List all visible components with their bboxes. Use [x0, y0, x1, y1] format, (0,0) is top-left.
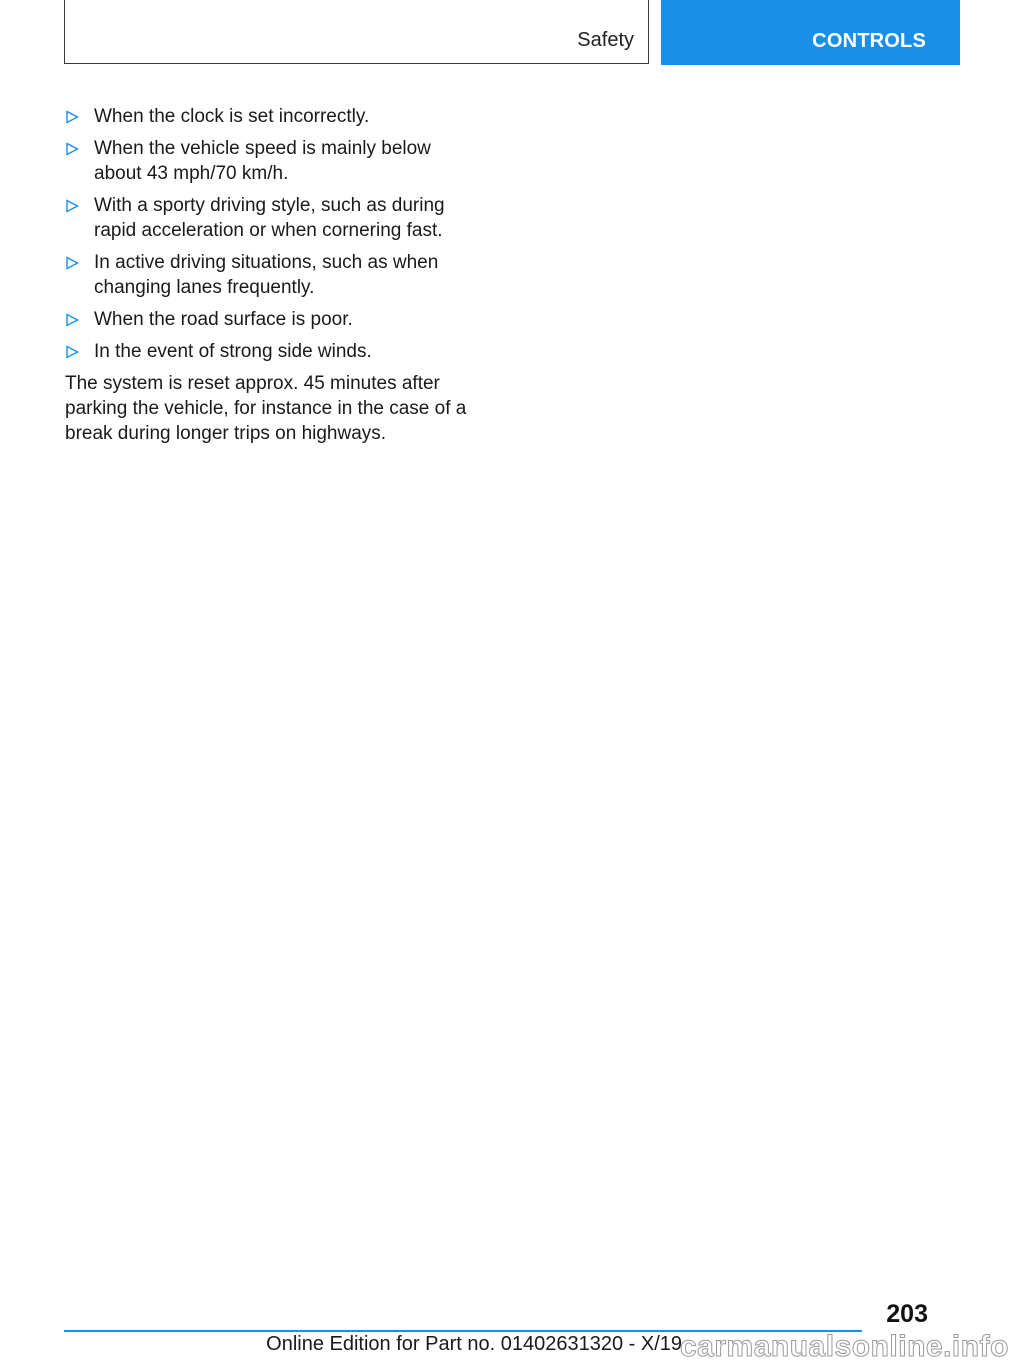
list-item-text: When the clock is set incorrectly. [94, 106, 370, 127]
chapter-title: CONTROLS [812, 30, 926, 52]
triangle-right-outline-icon [65, 142, 79, 156]
edition-text: Online Edition for Part no. 01402631320 - X/19 [266, 1333, 682, 1355]
bullet-list [65, 104, 475, 364]
list-item [65, 339, 475, 364]
page-number: 203 [886, 1300, 928, 1328]
body-paragraph: The system is reset approx. 45 minutes after parking the vehicle, for instance in the case of a break during longer trips on highways. [65, 373, 467, 444]
list-item-text: When the road surface is poor. [94, 309, 353, 330]
list-item-text: In the event of strong side winds. [94, 341, 372, 362]
list-item [65, 193, 475, 243]
list-item-text: When the vehicle speed is mainly below about 43 mph/70 km/h. [94, 138, 431, 184]
triangle-right-outline-icon [65, 345, 79, 359]
main-content [65, 104, 475, 446]
triangle-right-outline-icon [65, 199, 79, 213]
triangle-right-outline-icon [65, 110, 79, 124]
watermark: carmanualsonline.info [680, 1330, 1009, 1363]
triangle-right-outline-icon [65, 256, 79, 270]
list-item-text: In active driving situations, such as when changing lanes frequently. [94, 252, 439, 298]
list-item-text: With a sporty driving style, such as during rapid acceleration or when cornering fast. [94, 195, 445, 241]
list-item [65, 104, 475, 129]
list-item [65, 307, 475, 332]
chapter-tab [661, 0, 960, 65]
triangle-right-outline-icon [65, 313, 79, 327]
header-box [64, 0, 649, 64]
section-title: Safety [577, 29, 634, 51]
list-item [65, 136, 475, 186]
list-item [65, 250, 475, 300]
